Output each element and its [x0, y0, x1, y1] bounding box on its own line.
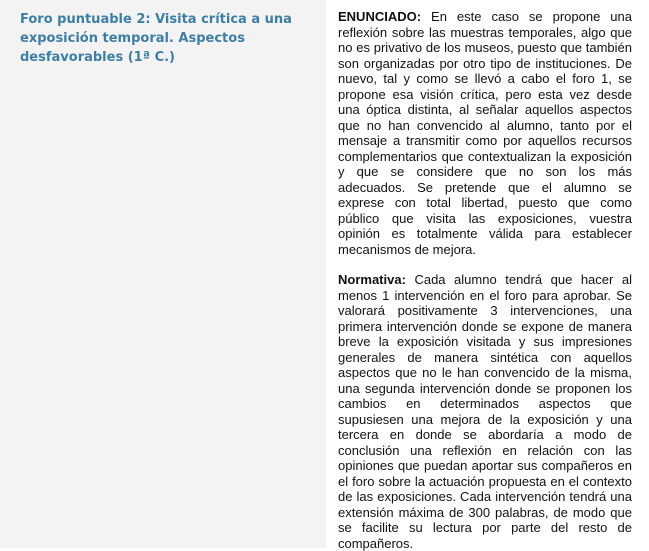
- enunciado-text: En este caso se propone una reflexión sobre las muestras temporales, algo que no es privativo de los museos, puesto que también son organizadas por otro tipo de instituciones. De nuevo, tal y como se llevó a cabo el foro 1, se propone esa visión crítica, pero esta vez desde una óptica distinta, al señalar aquellos aspectos que no han convencido al alumno, tanto por el mensaje a transmitir como por aquellos recursos complementarios que contextualizan la exposición y que se considere que no son los más adecuados. Se pretende que el alumno se exprese con total libertad, puesto que como público que visita las exposiciones, vuestra opinión es totalmente válida para establecer mecanismos de mejora.: [338, 9, 632, 257]
- normativa-label: Normativa:: [338, 272, 406, 287]
- forum-title: Foro puntuable 2: Visita crítica a una exposición temporal. Aspectos desfavorables (1ª C.): [20, 12, 292, 65]
- enunciado-paragraph: [338, 9, 632, 257]
- left-panel: [0, 0, 326, 548]
- normativa-text: Cada alumno tendrá que hacer al menos 1 intervención en el foro para aprobar. Se valorará positivamente 3 intervenciones, una primera intervención donde se expone de manera breve la exposición visitada y sus impresiones generales de manera sintética con aquellos aspectos que no le han convencido de la misma, una segunda intervención donde se proponen los cambios en determinados aspectos que supusiesen una mejora de la exposición y una tercera en donde se abordaría a modo de conclusión una reflexión en relación con las opiniones que puedan aportar sus compañeros en el foro sobre la actuación propuesta en el contexto de las exposiciones. Cada intervención tendrá una extensión máxima de 300 palabras, de modo que se facilite su lectura por parte del resto de compañeros.: [338, 272, 632, 551]
- enunciado-label: ENUNCIADO:: [338, 9, 422, 24]
- normativa-paragraph: [338, 272, 632, 551]
- description-column: [338, 9, 632, 551]
